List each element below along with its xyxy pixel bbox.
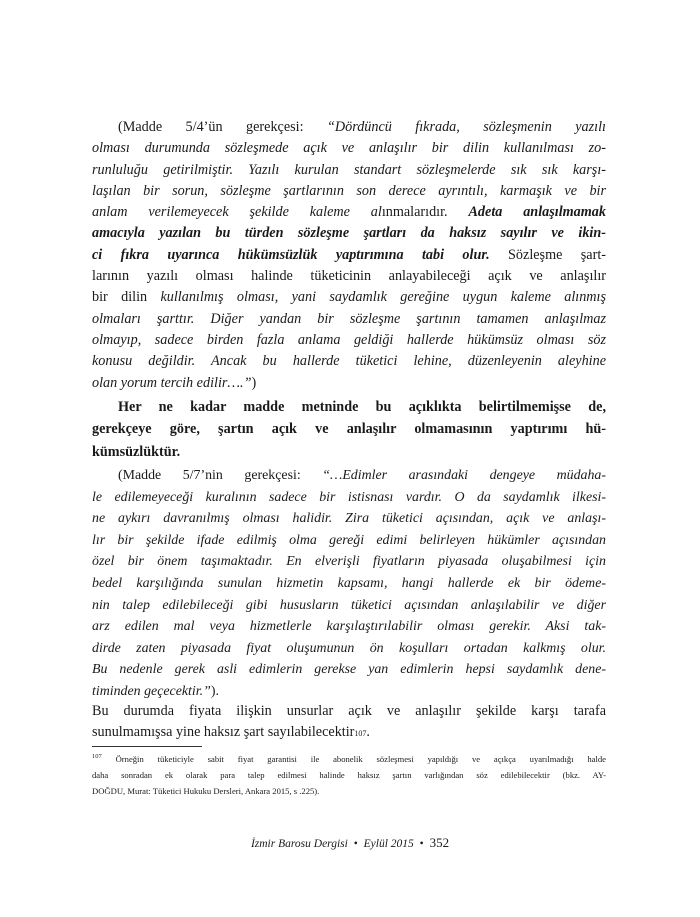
text-run: özel bir önem taşımaktadır. En elverişli fiyatların piyasada oluşabilmesi için [92,554,606,570]
line-text [92,225,606,241]
line-text [92,662,606,677]
paragraph-line [92,202,606,223]
text-run: dirde zaten piyasada fiyat oluşumunun ön koşulları ortadan kalkmış olur. [92,640,606,656]
line-text [92,140,606,156]
paragraph-line [92,160,606,181]
line-text [92,353,606,369]
text-run: arz edilen mal veya hizmetlerle karşılaştırılabilir olması gerekir. Aksi tak- [92,619,606,635]
footer-separator: • [353,838,358,850]
paragraph-line [92,330,606,351]
text-run: Bu nedenle gerek asli edimlerin gerekse yan edimlerin hepsi saydamlık dene- [92,662,606,678]
line-text [92,598,606,613]
text-run: nin talep edilebileceği gibi hususların tüketici açısından anlaşılabilir ve diğer [92,597,606,613]
text-run: (Madde 5/4’ün gerekçesi: [118,119,327,135]
paragraph-line [92,245,606,266]
text-run: ci fıkra uyarınca hükümsüzlük yaptırımına tabi olur. [92,246,509,263]
line-text [92,576,606,591]
footnote-line: DOĞDU, Murat: Tüketici Hukuku Dersleri, Ankara 2015, s .225). [92,785,320,796]
paragraph-line [92,616,606,638]
line-text [118,468,606,483]
text-run: Sözleşme şart- [508,246,606,263]
paragraph-line [92,223,606,244]
text-run: ) [251,374,257,391]
paragraph-line [92,681,606,703]
text-run: “…Edimler arasındaki dengeye müdaha- [322,468,606,483]
quote-paragraph-article-5-7 [92,465,606,703]
line-text [92,681,219,703]
line-text [92,204,606,220]
quote-paragraph-article-5-4 [92,117,606,394]
paragraph-line [92,465,606,487]
page-footer [0,835,700,851]
text-run: runluluğu getirilmiştir. Yazılı kurulan standart sözleşmelerde sık sık karşı- [92,161,606,178]
text-run: ınmalarıdır. [381,204,469,221]
line-text [92,511,606,526]
text-run: lır bir şekilde ifade edilmiş olma gereği edimi belirleyen hükümler açısından [92,532,606,548]
line-text [92,183,606,199]
text-run: ne aykırı davranılmış olması halidir. Zira tüketici açısından, açık ve anlaşı- [92,511,606,527]
line-text [92,332,606,348]
line-text [92,289,606,305]
paragraph-line [92,508,606,530]
footnote [92,752,606,799]
conclusion-line: sunulmamışsa yine haksız şart sayılabilecektir 107 . [92,724,370,741]
line-text [92,247,606,263]
paragraph-line [92,595,606,617]
line-text [92,641,606,656]
line-text [92,490,606,505]
line-text [92,533,606,548]
paragraph-line [92,487,606,509]
text-run: (Madde 5/7’nin gerekçesi: [118,468,323,483]
footnote-separator [92,746,202,747]
paragraph-line [92,117,606,138]
text-run: larının yazılı olması halinde tüketicinin anlayabileceği açık ve anlaşılır [92,268,606,285]
line-text [92,373,256,394]
paragraph-line [92,530,606,552]
paragraph-line [92,309,606,330]
footer-separator: • [419,838,424,850]
emphasis-paragraph [92,396,606,463]
text-run: anlam verilemeyecek şekilde kaleme al [92,204,382,221]
paragraph-line [92,287,606,308]
paragraph-line [92,351,606,372]
paragraph-line [92,573,606,595]
paragraph-line [92,659,606,681]
page-number: 352 [429,835,450,850]
text-run: konusu değildir. Ancak bu hallerde tüketici lehine, düzenleyenin aleyhine [92,353,606,370]
paragraph-line [92,638,606,660]
text-run: laşılan bir sorun, sözleşme şartlarının son derece ayrıntılı, karmaşık ve bir [92,182,606,199]
line-text [92,162,606,178]
paragraph-line [92,138,606,159]
text-run: “Dördüncü fıkrada, sözleşmenin yazılı [326,119,606,135]
emphasis-line: kümsüzlüktür. [92,443,181,460]
paragraph-line [92,551,606,573]
conclusion-paragraph [92,701,606,744]
emphasis-line: Her ne kadar madde metninde bu açıklıkta belirtilmemişse de, [118,399,606,415]
text-run: kullanılmış olması, yani saydamlık gereğine uygun kaleme alınmış [160,289,606,306]
paragraph-line [92,266,606,287]
footnote-line: daha sonradan ek olarak para talep edilmesi halinde haksız şartın varlığından söz edilebilecektir (bkz. AY- [92,769,606,780]
text-run: olmayıp, sadece birden fazla anlama geldiği hallerde hükümsüz olması söz [92,331,606,348]
line-text [92,311,606,327]
text-run: le edilemeyeceği kuralının sadece bir istisnası vardır. O da saydamlık ilkesi- [92,489,606,505]
line-text [92,554,606,569]
text-run: ). [210,683,219,699]
paragraph-line [92,373,606,394]
footnote-number: 107 [92,753,102,760]
journal-name: İzmir Barosu Dergisi [250,838,348,850]
footnote-line: $^{107}$ Örneğin tüketiciyle sabit fiyat garantisi ile abonelik sözleşmesi yapıldığı ve açıkça uyarılmadığı halde [92,753,606,764]
text-run: bir dilin [92,289,161,306]
text-run: timinden geçecektir.” [92,683,211,699]
line-text [118,119,606,135]
conclusion-line: Bu durumda fiyata ilişkin unsurlar açık ve anlaşılır şekilde karşı tarafa [92,703,606,719]
line-text [92,619,606,634]
text-run: bedel karşılığında sunulan hizmetin kapsamı, hangi hallerde ek bir ödeme- [92,575,606,591]
text-run: amacıyla yazılan bu türden sözleşme şartları da haksız sayılır ve ikin- [92,225,606,242]
emphasis-line: gerekçeye göre, şartın açık ve anlaşılır olmamasının yaptırımı hü- [92,421,606,438]
text-run: olması durumunda sözleşmede açık ve anlaşılır bir dilin kullanılması zo- [92,140,606,157]
text-run: Adeta anlaşılmamak [468,204,606,221]
text-run: olmaları şarttır. Diğer yandan bir sözleşme şartının tamamen anlaşılmaz [92,310,606,327]
line-text [92,268,606,284]
text-run: olan yorum tercih edilir….” [92,374,252,391]
issue-date: Eylül 2015 [363,838,414,850]
paragraph-line [92,181,606,202]
